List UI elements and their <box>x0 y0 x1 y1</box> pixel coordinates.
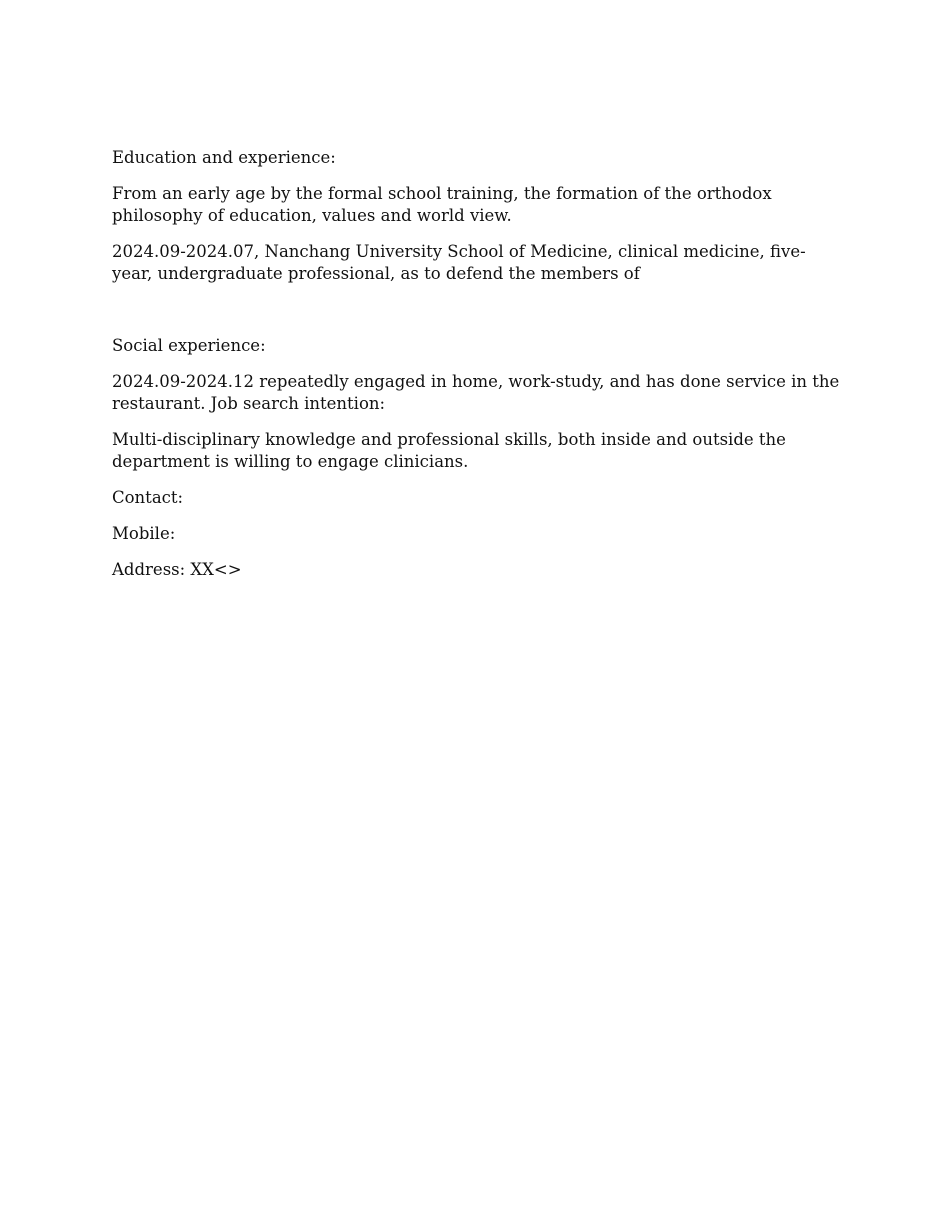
blank-line <box>112 299 842 335</box>
education-heading: Education and experience: <box>112 148 336 167</box>
social-entry: 2024.09-2024.12 repeatedly engaged in home, work-study, and has done service in the restaurant. Job search intention: <box>112 372 840 413</box>
mobile-line: Mobile: <box>112 524 176 543</box>
address-line: Address: XX<> <box>112 560 242 579</box>
document-body <box>112 147 842 595</box>
education-intro: From an early age by the formal school training, the formation of the orthodox philosophy of education, values and world view. <box>112 184 772 225</box>
job-intention-text: Multi-disciplinary knowledge and professional skills, both inside and outside the department is willing to engage clinicians. <box>112 430 786 471</box>
contact-heading: Contact: <box>112 488 184 507</box>
education-entry: 2024.09-2024.07, Nanchang University School of Medicine, clinical medicine, five-year, undergraduate professional, as to defend the members of <box>112 242 806 283</box>
social-heading: Social experience: <box>112 336 266 355</box>
